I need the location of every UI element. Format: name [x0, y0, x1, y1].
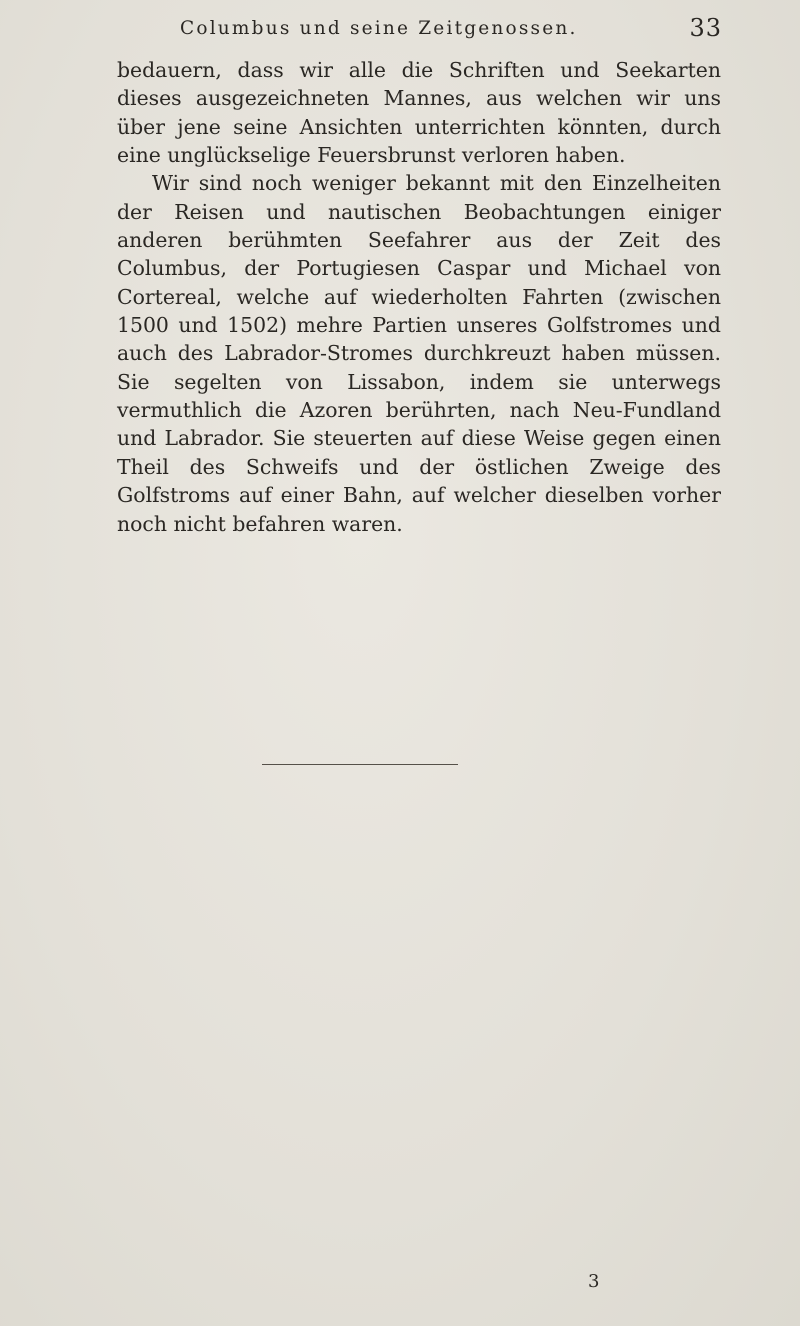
section-divider	[262, 764, 458, 765]
paragraph: Wir sind noch weniger bekannt mit den Einzelheiten der Reisen und nautischen Beobachtungen einiger anderen berühmten Seefahrer aus der Zeit des Columbus, der Portugiesen Caspar und Michael von Cortereal, welche auf wiederholten Fahrten (zwischen 1500 und 1502) mehre Partien unseres Golfstromes und auch des Labrador-Stromes durchkreuzt haben müssen. Sie segelten von Lissabon, indem sie unterwegs vermuthlich die Azoren berührten, nach Neu-Fundland und Labrador. Sie steuerten auf diese Weise gegen einen Theil des Schweifs und der östlichen Zweige des Golfstroms auf einer Bahn, auf welcher dieselben vorher noch nicht befahren waren.	[117, 171, 721, 536]
body-text	[117, 56, 721, 538]
running-title: Columbus und seine Zeitgenossen.	[180, 18, 578, 39]
signature-mark: 3	[588, 1271, 600, 1292]
paragraph: bedauern, dass wir alle die Schriften und Seekarten dieses ausgezeichneten Mannes, aus welchen wir uns über jene seine Ansichten unterrichten könnten, durch eine unglückselige Feuersbrunst verloren haben.	[117, 58, 721, 168]
page-number: 33	[689, 14, 722, 42]
running-head	[112, 14, 722, 48]
